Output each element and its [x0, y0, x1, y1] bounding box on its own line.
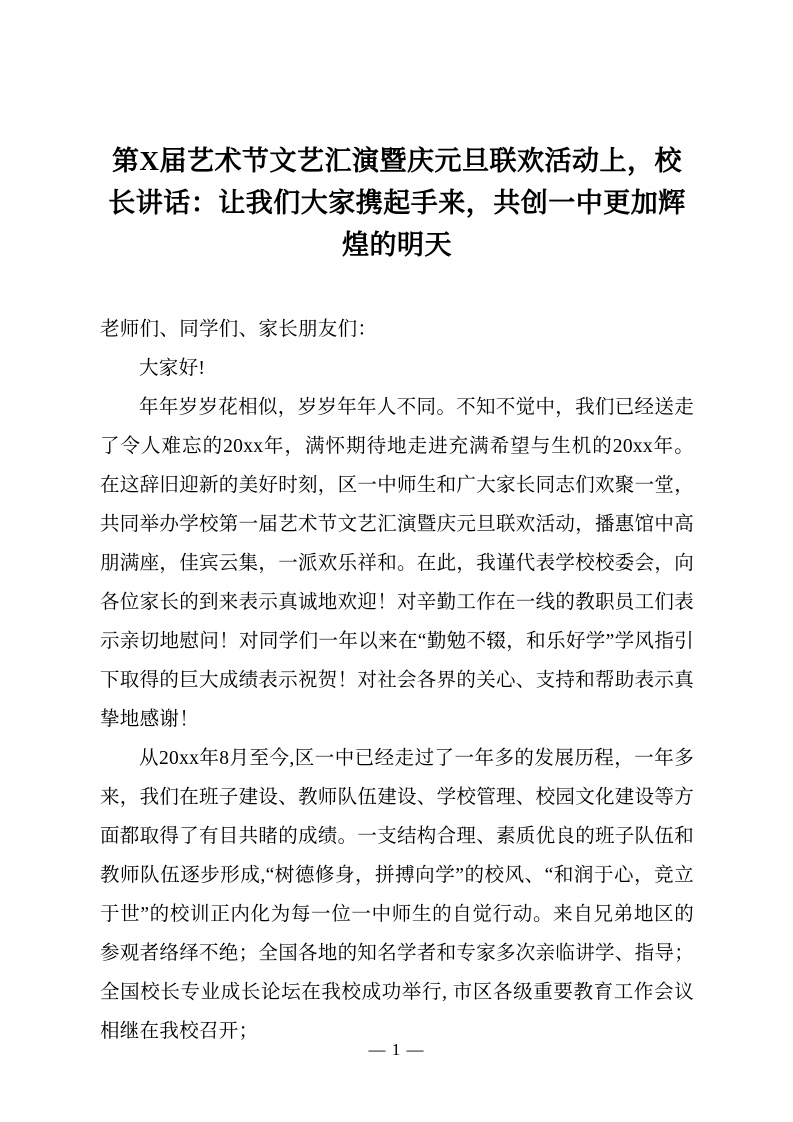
- paragraph-new-year: 年年岁岁花相似，岁岁年年人不同。不知不觉中，我们已经送走了令人难忘的20xx年，满怀期待地走进充满希望与生机的20xx年。在这辞旧迎新的美好时刻，区一中师生和广大家长同志们欢聚一堂，共同举办学校第一届艺术节文艺汇演暨庆元旦联欢活动，播惠馆中高朋满座，佳宾云集，一派欢乐祥和。在此，我谨代表学校校委会，向各位家长的到来表示真诚地欢迎！对辛勤工作在一线的教职员工们表示亲切地慰问！对同学们一年以来在“勤勉不辍，和乐好学”学风指引下取得的巨大成绩表示祝贺！对社会各界的关心、支持和帮助表示真挚地感谢！: [100, 397, 695, 730]
- paragraph-school-progress: 从20xx年8月至今,区一中已经走过了一年多的发展历程，一年多来，我们在班子建设、教师队伍建设、学校管理、校园文化建设等方面都取得了有目共睹的成绩。一支结构合理、素质优良的班子队伍和教师队伍逐步形成,“树德修身，拼搏向学”的校风、“和润于心，竞立于世”的校训正内化为每一位一中师生的自觉行动。来自兄弟地区的参观者络绎不绝；全国各地的知名学者和专家多次亲临讲学、指导；全国校长专业成长论坛在我校成功举行, 市区各级重要教育工作会议相继在我校召开；: [100, 748, 695, 1042]
- salutation-line: 老师们、同学们、家长朋友们：: [100, 319, 378, 340]
- page-title: 第X届艺术节文艺汇演暨庆元旦联欢活动上，校长讲话：让我们大家携起手来，共创一中更加辉煌的明天: [108, 146, 686, 260]
- paragraph-greeting: 大家好!: [139, 358, 206, 379]
- document-body: [100, 140, 694, 1051]
- page-number: — 1 —: [368, 1040, 425, 1059]
